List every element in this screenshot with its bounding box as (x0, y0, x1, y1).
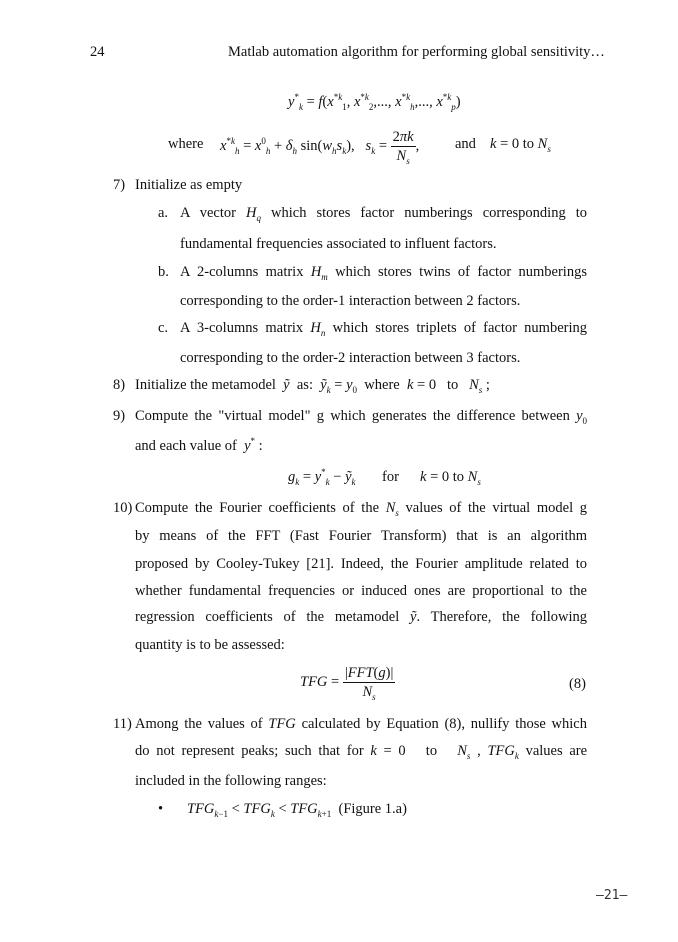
item-9-line2: and each value of y* : (135, 436, 263, 454)
equation-xstar: $x^{*k}_h = x^0_h + \delta_h$ $\sin(w_hs_k)$, $s_k$ = $\frac{2\pi k}{N_s}$ , (220, 129, 420, 166)
equation-g-for: for (382, 469, 399, 485)
item-7-number: 7) (113, 177, 126, 193)
bullet-marker: • (158, 801, 164, 817)
item-c-line1: A 3-columns matrix $H_n$ which stores triplets of factor numbering (180, 320, 588, 338)
item-10-line4: whether fundamental frequencies or induced ones are proportional to the (135, 583, 587, 599)
item-9-line1: Compute the "virtual model" g which generates the difference between $y_0$ (135, 408, 587, 426)
footer-page-label: –21– (596, 888, 628, 903)
equation-where-label: where (168, 136, 204, 152)
equation-g: $g_k = y^*_k$ − ỹ$_k$ (288, 467, 356, 487)
item-10-line1: Compute the Fourier coefficients of the $N_s$ values of the virtual model g (135, 500, 588, 518)
item-b-label: b. (158, 264, 169, 280)
page-number: 24 (90, 44, 105, 60)
item-11-line2: do not represent peaks; such that for k = 0 to $N_s$ , $TFG_k$ values are (135, 743, 588, 761)
item-10-line5: regression coefficients of the metamodel ỹ. Therefore, the following (135, 609, 587, 625)
item-c-line2: corresponding to the order-2 interaction between 3 factors. (180, 350, 521, 366)
item-10-line6: quantity is to be assessed: (135, 637, 285, 653)
item-8-number: 8) (113, 377, 126, 393)
item-10-number: 10) (113, 500, 133, 516)
equation-ystar: $y^*_k = f(x^{*k}_1$, $x^{*k}_2$,..., $x^{*k}_h$,..., $x^{*k}_p$) (288, 92, 461, 112)
item-a-label: a. (158, 205, 169, 221)
item-a-line1: A vector $H_q$ which stores factor numberings corresponding to (180, 205, 588, 223)
item-11-line1: Among the values of TFG calculated by Equation (8), nullify those which (135, 716, 587, 732)
item-b-line2: corresponding to the order-1 interaction between 2 factors. (180, 293, 521, 309)
item-7-text: Initialize as empty (135, 177, 243, 193)
equation-k-range: k = 0 to $N_s$ (490, 136, 551, 154)
running-title: Matlab automation algorithm for performing global sensitivity… (228, 44, 605, 60)
item-b-line1: A 2-columns matrix $H_m$ which stores twins of factor numberings (180, 264, 587, 282)
bullet-equation: $TFG_{k-1} < TFG_k < TFG_{k+1}$ (Figure 1.a) (187, 801, 407, 819)
item-c-label: c. (158, 320, 169, 336)
equation-8: TFG = $\frac{\text{|FFT(g)|}}{N_s}$ (300, 665, 394, 702)
equation-g-range: k = 0 to $N_s$ (420, 469, 481, 487)
item-10-line2: by means of the FFT (Fast Fourier Transform) that is an algorithm (135, 528, 587, 544)
item-a-line2: fundamental frequencies associated to influent factors. (180, 236, 497, 252)
equation-and-label: and (455, 136, 476, 152)
item-9-number: 9) (113, 408, 126, 424)
item-11-number: 11) (113, 716, 132, 732)
item-11-line3: included in the following ranges: (135, 773, 327, 789)
item-10-line3: proposed by Cooley-Tukey [21]. Indeed, the Fourier amplitude related to (135, 556, 587, 572)
equation-8-label: (8) (569, 676, 586, 692)
item-8-text: Initialize the metamodel ỹ as: ỹ$_k$ = $y_0$ where k = 0 to $N_s$ ; (135, 377, 490, 395)
